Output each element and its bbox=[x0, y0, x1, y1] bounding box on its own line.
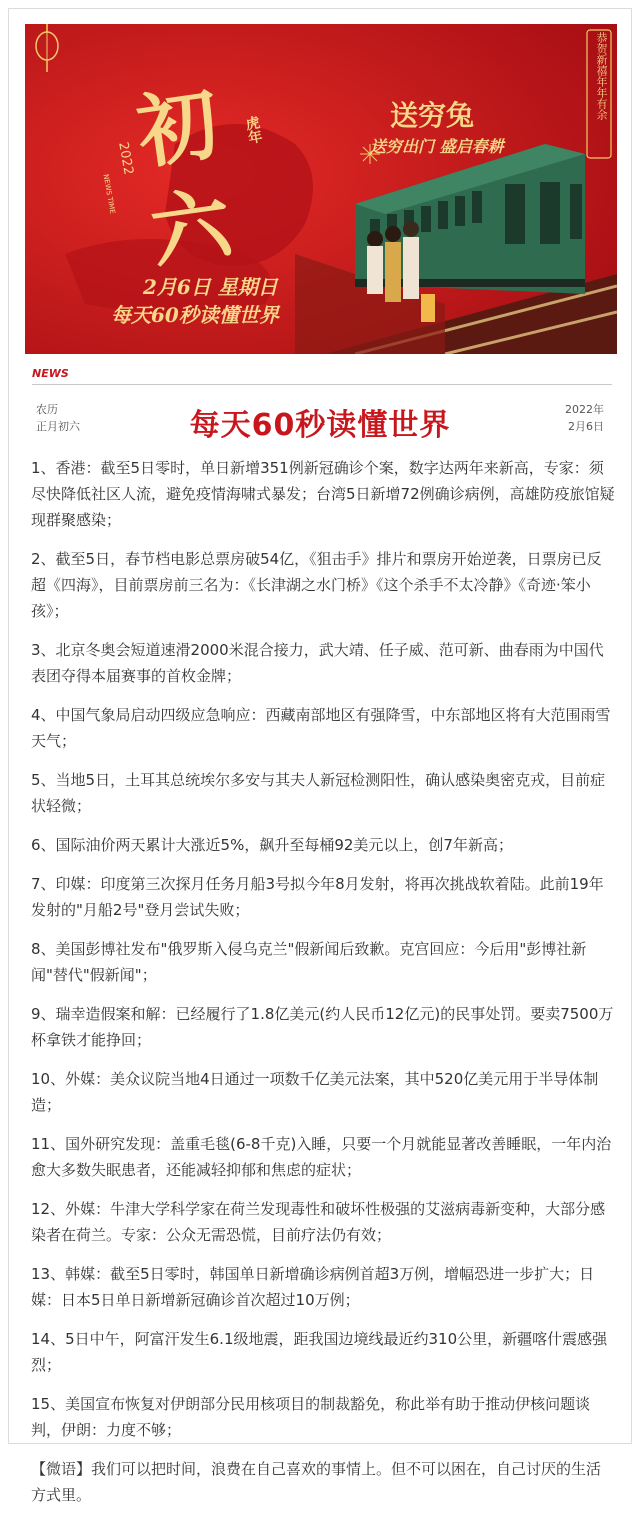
lunar-label: 农历 bbox=[36, 403, 58, 416]
news-item: 4、中国气象局启动四级应急响应：西藏南部地区有强降雪，中东部地区将有大范围雨雪天气； bbox=[31, 706, 611, 750]
banner-date-line: 2月6日 星期日 bbox=[143, 275, 278, 299]
news-item: 13、韩媒：截至5日零时，韩国单日新增确诊病例首超3万例，增幅恐进一步扩大；日媒：日本5日单日新增新冠确诊首次超过10万例； bbox=[31, 1265, 595, 1309]
news-item: 8、美国彭博社发布"俄罗斯入侵乌克兰"假新闻后致歉。克宫回应：今后用"彭博社新闻"替代"假新闻"； bbox=[31, 940, 587, 984]
date-year: 2022年 bbox=[565, 403, 604, 416]
big-char-1: 初 bbox=[131, 75, 225, 181]
news-item: 1、香港：截至5日零时，单日新增351例新冠确诊个案，数字达两年来新高，专家：须尽快降低社区人流，避免疫情海啸式暴发；台湾5日新增72例确诊病例，高雄防疫旅馆疑现群聚感染； bbox=[31, 459, 615, 529]
news-item: 11、国外研究发现：盖重毛毯(6-8千克)入睡，只要一个月就能显著改善睡眠，一年内治愈大多数失眠患者，还能减轻抑郁和焦虑的症状； bbox=[31, 1135, 612, 1179]
news-item: 9、瑞幸造假案和解：已经履行了1.8亿美元(约人民币12亿元)的民事处罚。要卖7500万杯拿铁才能挣回； bbox=[31, 1005, 614, 1049]
seal-text: 恭贺新禧年年有余 bbox=[595, 32, 608, 120]
big-char-2: 六 bbox=[144, 175, 238, 281]
banner-slogan: 每天60秒读懂世界 bbox=[111, 303, 279, 327]
header-banner bbox=[25, 24, 617, 354]
news-label: NEWS bbox=[32, 367, 69, 380]
news-item: 6、国际油价两天累计大涨近5%，飙升至每桶92美元以上，创7年新高； bbox=[31, 836, 513, 854]
news-list bbox=[31, 455, 615, 1521]
news-item: 10、外媒：美众议院当地4日通过一项数千亿美元法案，其中520亿美元用于半导体制造； bbox=[31, 1070, 599, 1114]
banner-right-title: 送穷兔 bbox=[390, 99, 475, 132]
news-item: 15、美国宣布恢复对伊朗部分民用核项目的制裁豁免，称此举有助于推动伊核问题谈判，伊朗：力度不够； bbox=[31, 1395, 591, 1439]
news-item: 2、截至5日，春节档电影总票房破54亿，《狙击手》排片和票房开始逆袭，日票房已反超《四海》，目前票房前三名为：《长津湖之水门桥》《这个杀手不太冷静》《奇迹·笨小孩》； bbox=[31, 550, 602, 620]
lunar-day: 正月初六 bbox=[36, 420, 80, 433]
news-item: 3、北京冬奥会短道速滑2000米混合接力，武大靖、任子威、范可新、曲春雨为中国代表团夺得本届赛事的首枚金牌； bbox=[31, 641, 604, 685]
divider bbox=[32, 384, 612, 385]
page-title: 每天60秒读懂世界 bbox=[189, 408, 451, 443]
news-item: 7、印媒：印度第三次探月任务月船3号拟今年8月发射，将再次挑战软着陆。此前19年发射的"月船2号"登月尝试失败； bbox=[31, 875, 604, 919]
daily-quote: 【微语】我们可以把时间，浪费在自己喜欢的事情上。但不可以困在，自己讨厌的生活方式里。 bbox=[31, 1460, 602, 1504]
gregorian-date bbox=[565, 401, 604, 435]
news-item: 14、5日中午，阿富汗发生6.1级地震，距我国边境线最近约310公里，新疆喀什震感强烈； bbox=[31, 1330, 608, 1374]
news-item: 5、当地5日，土耳其总统埃尔多安与其夫人新冠检测阳性，确认感染奥密克戎，目前症状轻微； bbox=[31, 771, 606, 815]
tiger-year-label: 虎年 bbox=[242, 114, 264, 146]
news-time-vertical: NEWS TIME bbox=[101, 173, 117, 215]
year-vertical: 2022 bbox=[115, 140, 136, 177]
news-item: 12、外媒：牛津大学科学家在荷兰发现毒性和破坏性极强的艾滋病毒新变种，大部分感染者在荷兰。专家：公众无需恐慌，目前疗法仍有效； bbox=[31, 1200, 606, 1244]
banner-right-subtitle: 送穷出门 盛启春耕 bbox=[370, 137, 504, 156]
date-day: 2月6日 bbox=[568, 420, 604, 433]
